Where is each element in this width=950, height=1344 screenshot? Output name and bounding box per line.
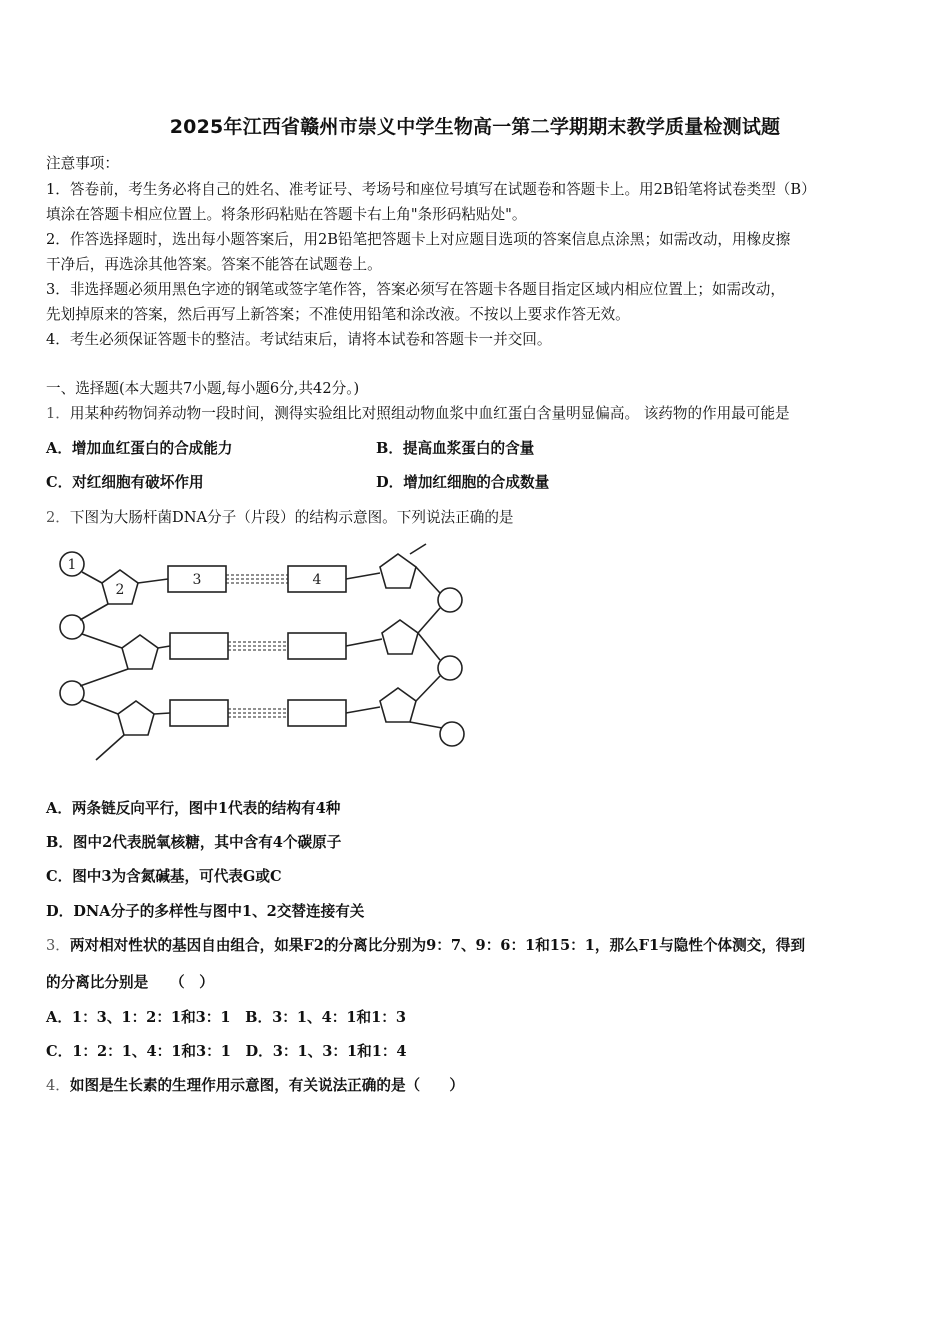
dna-structure-diagram [52, 538, 472, 763]
question-4-stem: 4．如图是生长素的生理作用示意图，有关说法正确的是（ ） [46, 1077, 464, 1094]
base-rect [170, 700, 228, 726]
question-3-stem-cont: 的分离比分别是 （ ） [46, 974, 214, 991]
phosphate-circle [438, 656, 462, 680]
phosphate-circle [440, 722, 464, 746]
q1-option-a: A．增加血红蛋白的合成能力 [46, 440, 233, 457]
question-number: 4． [46, 1077, 70, 1094]
notice-line: 3．非选择题必须用黑色字迹的钢笔或签字笔作答，答案必须写在答题卡各题目指定区域内相应位置上；如需改动， [46, 281, 785, 298]
page-title: 2025年江西省赣州市崇义中学生物高一第二学期期末教学质量检测试题 [169, 116, 781, 138]
label-3: 3 [192, 572, 202, 588]
q2-option-b: B．图中2代表脱氧核糖，其中含有4个碳原子 [46, 834, 342, 851]
phosphate-circle [60, 681, 84, 705]
notice-heading: 注意事项： [46, 155, 119, 172]
deoxyribose-pentagon [380, 688, 416, 722]
label-2: 2 [115, 582, 125, 598]
phosphate-circle [438, 588, 462, 612]
deoxyribose-pentagon [122, 635, 158, 669]
notice-line: 先划掉原来的答案，然后再写上新答案；不准使用铅笔和涂改液。不按以上要求作答无效。 [46, 306, 630, 323]
deoxyribose-pentagon [118, 701, 154, 735]
section-heading: 一、选择题(本大题共7小题,每小题6分,共42分。) [46, 380, 360, 397]
q2-option-c: C．图中3为含氮碱基，可代表G或C [46, 868, 282, 885]
question-3-stem: 3．两对相对性状的基因自由组合，如果F2的分离比分别为9：7、9：6：1和15：1，那么F1与隐性个体测交，得到 [46, 937, 806, 954]
question-2-stem: 2．下图为大肠杆菌DNA分子（片段）的结构示意图。下列说法正确的是 [46, 509, 514, 526]
q3-options-ab: A．1：3、1：2：1和3：1 B．3：1、4：1和1：3 [46, 1009, 406, 1026]
q3-options-cd: C．1：2：1、4：1和3：1 D．3：1、3：1和1：4 [46, 1043, 407, 1060]
q2-option-d: D．DNA分子的多样性与图中1、2交替连接有关 [46, 903, 365, 920]
label-1: 1 [67, 557, 77, 573]
notice-line: 2．作答选择题时，选出每小题答案后，用2B铅笔把答题卡上对应题目选项的答案信息点涂黑；如需改动，用橡皮擦 [46, 231, 791, 248]
base-rect [288, 633, 346, 659]
question-number: 3． [46, 937, 70, 954]
deoxyribose-pentagon [382, 620, 418, 654]
question-number: 2． [46, 509, 70, 526]
notice-line: 1．答卷前，考生务必将自己的姓名、准考证号、考场号和座位号填写在试题卷和答题卡上。用2B铅笔将试卷类型（B） [46, 181, 816, 198]
q1-option-c: C．对红细胞有破坏作用 [46, 474, 204, 491]
phosphate-circle [60, 615, 84, 639]
deoxyribose-pentagon [380, 554, 416, 588]
q1-option-d: D．增加红细胞的合成数量 [376, 474, 550, 491]
q2-option-a: A．两条链反向平行，图中1代表的结构有4种 [46, 800, 341, 817]
notice-line: 4．考生必须保证答题卡的整洁。考试结束后，请将本试卷和答题卡一并交回。 [46, 331, 552, 348]
notice-line: 填涂在答题卡相应位置上。将条形码粘贴在答题卡右上角"条形码粘贴处"。 [46, 206, 527, 223]
notice-line: 干净后，再选涂其他答案。答案不能答在试题卷上。 [46, 256, 382, 273]
label-4: 4 [312, 572, 322, 588]
base-rect [288, 700, 346, 726]
question-1-stem: 1．用某种药物饲养动物一段时间，测得实验组比对照组动物血浆中血红蛋白含量明显偏高。 该药物的作用最可能是 [46, 405, 790, 422]
q1-option-b: B．提高血浆蛋白的含量 [376, 440, 535, 457]
base-rect [170, 633, 228, 659]
question-number: 1． [46, 405, 70, 422]
